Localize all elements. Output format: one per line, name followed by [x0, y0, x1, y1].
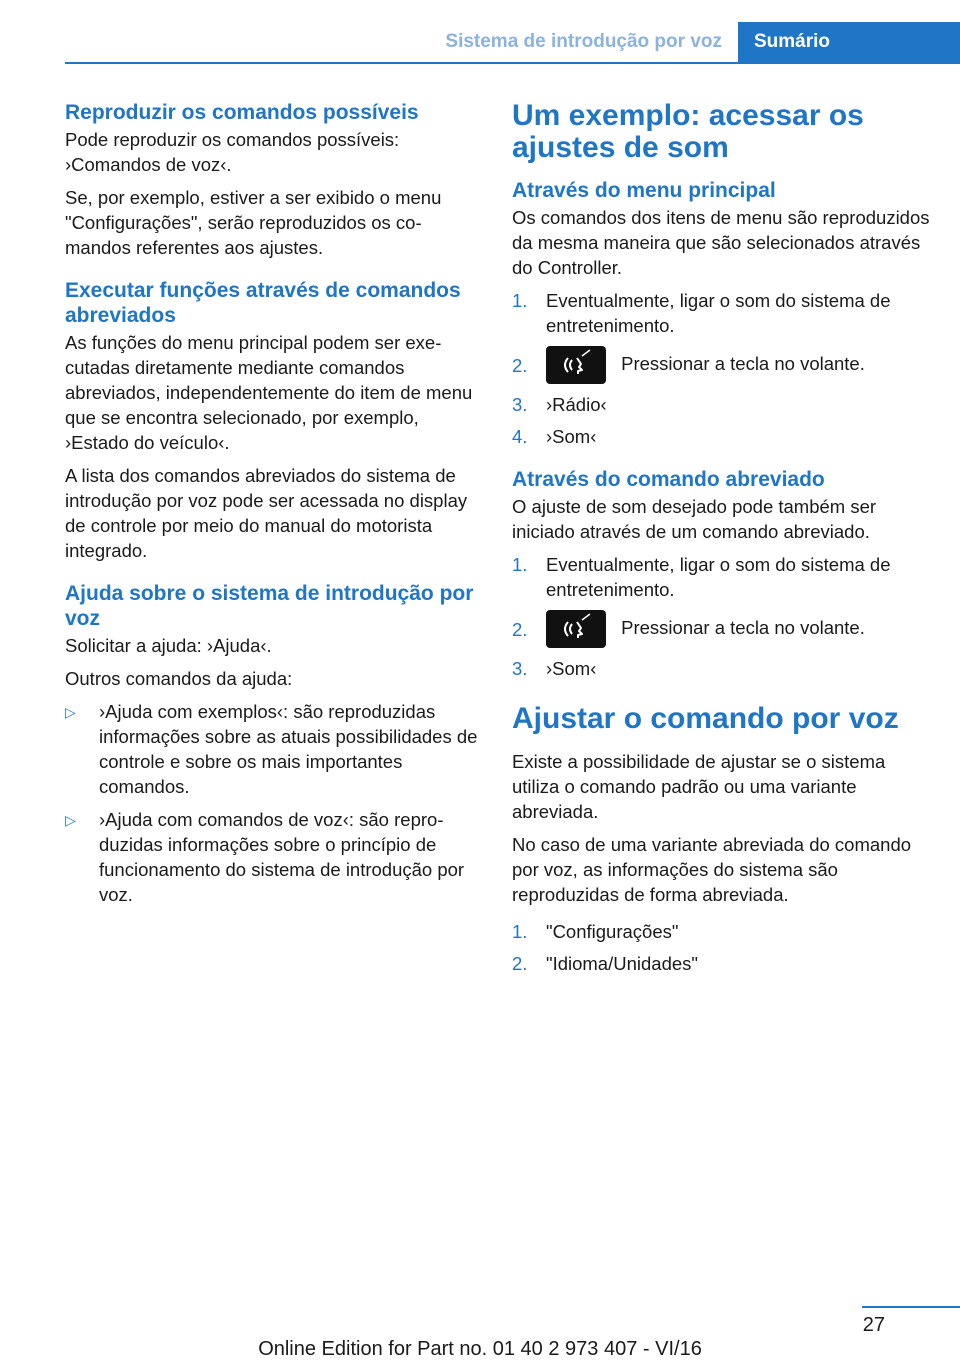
- paragraph: Outros comandos da ajuda:: [65, 668, 293, 689]
- step-text: ›Som‹: [546, 658, 597, 679]
- step-number: 1.: [512, 290, 528, 311]
- step-text: Pressionar a tecla no volante.: [621, 352, 865, 374]
- step-content: [546, 346, 934, 384]
- bullet-triangle-icon: ▷: [65, 704, 76, 720]
- paragraph: O ajuste de som desejado pode também ser iniciado através de um comando abreviado.: [512, 496, 877, 542]
- heading-exemplo: Um exemplo: acessar os ajustes de som: [512, 99, 864, 164]
- step-item: [512, 424, 934, 449]
- header-section-title: Sistema de introdução por voz: [445, 31, 722, 52]
- step-content: [546, 610, 934, 648]
- voice-command-key-icon: [546, 346, 606, 384]
- step-item: [512, 346, 934, 384]
- step-item: [512, 656, 934, 681]
- step-text: Pressionar a tecla no volante.: [621, 616, 865, 638]
- paragraph: Se, por exemplo, estiver a ser exibido o menu "Configurações", serão reproduzidos os comandos referentes aos ajustes.: [65, 187, 442, 258]
- heading-ajuda: Ajuda sobre o sistema de introdução por voz: [65, 582, 474, 630]
- paragraph: Os comandos dos itens de menu são reproduzidos da mesma maneira que são selecionados através do Controller.: [512, 207, 930, 278]
- step-number: 4.: [512, 426, 528, 447]
- step-item: [512, 610, 934, 648]
- list-item-text: ›Ajuda com comandos de voz‹: são reproduzidas informações sobre o princípio de funcionamento do sistema de introdução por voz.: [99, 809, 465, 905]
- step-number: 3.: [512, 658, 528, 679]
- step-text: Eventualmente, ligar o som do sistema de entretenimento.: [546, 290, 891, 336]
- step-item: [512, 552, 934, 602]
- footer-divider: [862, 1306, 960, 1308]
- bullet-triangle-icon: ▷: [65, 812, 76, 828]
- paragraph: Solicitar a ajuda: ›Ajuda‹.: [65, 635, 272, 656]
- step-text: Eventualmente, ligar o som do sistema de entretenimento.: [546, 554, 891, 600]
- heading-ajustar-comando: Ajustar o comando por voz: [512, 702, 899, 735]
- edition-footer: Online Edition for Part no. 01 40 2 973 407 - VI/16: [258, 1338, 702, 1360]
- voice-command-key-icon: [546, 610, 606, 648]
- heading-menu-principal: Através do menu principal: [512, 179, 776, 202]
- right-column: [512, 100, 934, 986]
- paragraph: Pode reproduzir os comandos possíveis: ›Comandos de voz‹.: [65, 129, 400, 175]
- header-tab-summary[interactable]: Sumário: [738, 22, 960, 62]
- step-text: ›Som‹: [546, 426, 597, 447]
- paragraph: A lista dos comandos abreviados do sistema de introdução por voz pode ser acessada no display de controle por meio do manual do motorista integrado.: [65, 465, 468, 561]
- heading-comando-abreviado: Através do comando abreviado: [512, 468, 825, 491]
- steps-abreviado: [512, 552, 934, 681]
- page-header: [65, 22, 960, 64]
- help-commands-list: [65, 699, 480, 907]
- list-item: [65, 807, 480, 907]
- heading-reproduzir: Reproduzir os comandos possíveis: [65, 101, 419, 124]
- step-number: 1.: [512, 554, 528, 575]
- steps-ajustar: [512, 919, 934, 976]
- paragraph: No caso de uma variante abreviada do comando por voz, as informações do sistema são reproduzidas de forma abreviada.: [512, 834, 912, 905]
- left-column: [65, 100, 480, 915]
- step-text: "Idioma/Unidades": [546, 953, 698, 974]
- step-item: [512, 288, 934, 338]
- step-number: 3.: [512, 394, 528, 415]
- step-item: [512, 919, 934, 944]
- page-number: 27: [862, 1314, 885, 1336]
- list-item: [65, 699, 480, 799]
- step-number: 1.: [512, 921, 528, 942]
- steps-menu: [512, 288, 934, 449]
- step-number: 2.: [512, 953, 528, 974]
- step-item: [512, 951, 934, 976]
- list-item-text: ›Ajuda com exemplos‹: são reproduzidas informações sobre as atuais possibilidades de controle e sobre os mais importantes comandos.: [99, 701, 478, 797]
- heading-executar: Executar funções através de comandos abreviados: [65, 279, 461, 327]
- paragraph: As funções do menu principal podem ser executadas diretamente mediante comandos abreviados, independentemente do item de menu que se encontra selecionado, por exemplo, ›Estado do veículo‹.: [65, 332, 473, 453]
- step-text: "Configurações": [546, 921, 679, 942]
- paragraph: Existe a possibilidade de ajustar se o sistema utiliza o comando padrão ou uma variante abreviada.: [512, 751, 886, 822]
- step-number: 2.: [512, 354, 528, 376]
- step-item: [512, 392, 934, 417]
- step-number: 2.: [512, 618, 528, 640]
- step-text: ›Rádio‹: [546, 394, 607, 415]
